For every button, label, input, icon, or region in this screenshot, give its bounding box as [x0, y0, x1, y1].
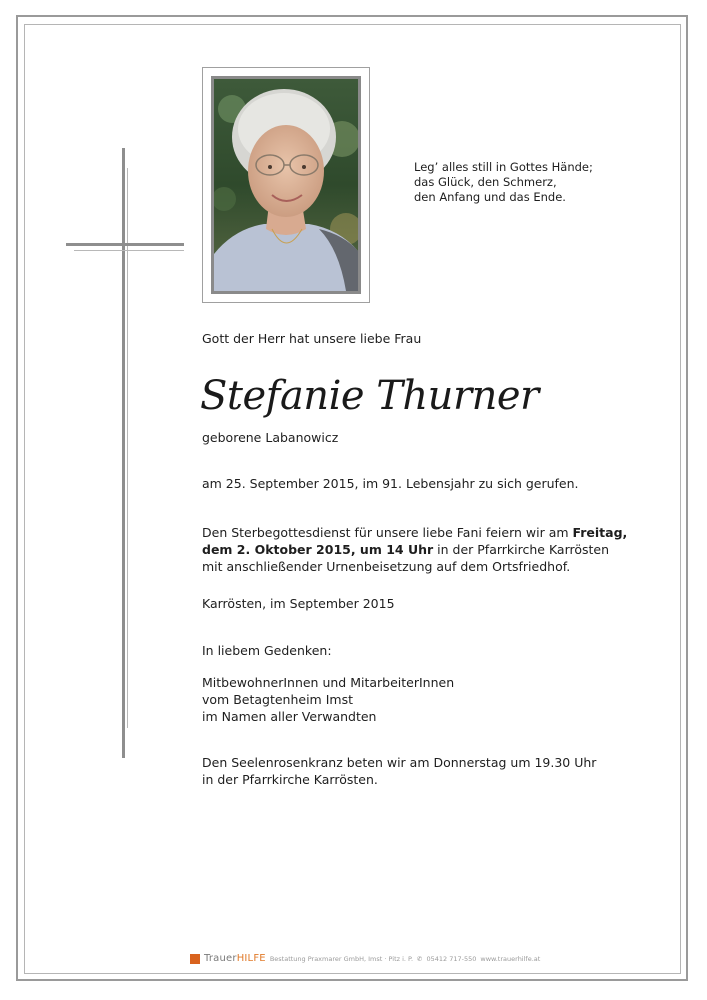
cross-vertical-shadow: [127, 168, 128, 728]
rosary-line: in der Pfarrkirche Karrösten.: [202, 772, 378, 787]
cross-horizontal-beam: [66, 243, 184, 246]
place-and-date: Karrösten, im September 2015: [202, 596, 395, 611]
portrait-image: [214, 79, 358, 291]
portrait-frame: [202, 67, 370, 303]
mourner-line: vom Betagtenheim Imst: [202, 692, 353, 707]
verse-quote: [414, 160, 634, 205]
deceased-name: Stefanie Thurner: [200, 373, 539, 419]
service-line-1: [202, 524, 627, 541]
service-announcement: [202, 524, 627, 575]
maiden-name: geborene Labanowicz: [202, 430, 339, 445]
trauerhilfe-logo-text: [204, 953, 266, 964]
service-day: Freitag,: [572, 525, 628, 540]
service-line-1-plain: Den Sterbegottesdienst für unsere liebe Fani feiern wir am: [202, 525, 573, 540]
service-line-3: mit anschließender Urnenbeisetzung auf dem Ortsfriedhof.: [202, 559, 571, 574]
footer-website[interactable]: www.trauerhilfe.at: [480, 954, 541, 963]
verse-line: Leg’ alles still in Gottes Hände;: [414, 160, 593, 174]
verse-line: den Anfang und das Ende.: [414, 190, 566, 204]
logo-prefix: Trauer: [204, 953, 237, 964]
footer-phone: 05412 717-550: [426, 954, 477, 963]
intro-text: Gott der Herr hat unsere liebe Frau: [202, 331, 422, 346]
mourner-line: im Namen aller Verwandten: [202, 709, 377, 724]
rosary-notice: [202, 754, 596, 788]
service-line-2: [202, 541, 627, 558]
memory-heading: In liebem Gedenken:: [202, 643, 332, 658]
mourner-line: MitbewohnerInnen und MitarbeiterInnen: [202, 675, 455, 690]
rosary-line: Den Seelenrosenkranz beten wir am Donnerstag um 19.30 Uhr: [202, 755, 597, 770]
death-notice: am 25. September 2015, im 91. Lebensjahr zu sich gerufen.: [202, 476, 579, 491]
cross-horizontal-shadow: [74, 250, 184, 251]
portrait-photo: [211, 76, 361, 294]
footer-company: Bestattung Praxmarer GmbH, Imst · Pitz i. P.: [269, 954, 414, 963]
trauerhilfe-logo-icon: [190, 954, 200, 964]
logo-accent: HILFE: [236, 953, 266, 964]
verse-line: das Glück, den Schmerz,: [414, 175, 557, 189]
cross-vertical-beam: [122, 148, 125, 758]
footer: [190, 953, 540, 964]
mourners-list: [202, 674, 454, 725]
service-line-2-plain: in der Pfarrkirche Karrösten: [433, 542, 610, 557]
phone-icon: ✆: [417, 954, 423, 963]
service-date-time: dem 2. Oktober 2015, um 14 Uhr: [202, 542, 434, 557]
